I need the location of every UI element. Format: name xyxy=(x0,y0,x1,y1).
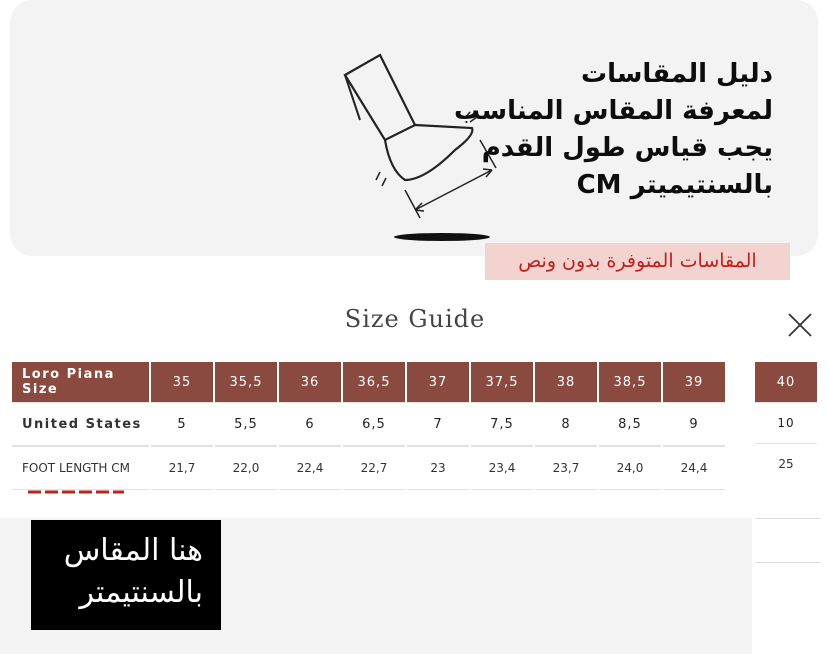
us-size-cell: 5,5 xyxy=(215,402,277,446)
foot-length-cell: 22,0 xyxy=(215,446,277,490)
foot-length-cell: 24,4 xyxy=(663,446,725,490)
size-cell: 36 xyxy=(279,362,341,402)
foot-length-cell: 21,7 xyxy=(151,446,213,490)
us-size-cell: 7,5 xyxy=(471,402,533,446)
size-cell: 38,5 xyxy=(599,362,661,402)
us-size-cell: 8 xyxy=(535,402,597,446)
available-sizes-note: المقاسات المتوفرة بدون ونص xyxy=(485,243,790,280)
size-guide-title: Size Guide xyxy=(344,305,486,333)
annotation-line: بالسنتيمتر xyxy=(79,575,203,610)
row-label-brand-size: Loro Piana Size xyxy=(12,362,149,402)
size-cell: 37 xyxy=(407,362,469,402)
us-size-cell: 10 xyxy=(755,402,817,444)
foot-length-cell: 25 xyxy=(778,457,794,471)
foot-length-cell: 22,4 xyxy=(279,446,341,490)
instruction-line: دليل المقاسات xyxy=(580,59,773,89)
size-cell: 35 xyxy=(151,362,213,402)
foot-length-cell: 24,0 xyxy=(599,446,661,490)
us-size-cell: 7 xyxy=(407,402,469,446)
annotation-line: هنا المقاس xyxy=(63,533,203,568)
instruction-line: لمعرفة المقاس المناسب xyxy=(454,96,773,126)
annotation-label xyxy=(31,520,221,630)
size-cell: 40 xyxy=(755,362,817,402)
table-row xyxy=(12,362,725,402)
foot-length-cell: 22,7 xyxy=(343,446,405,490)
size-cell: 38 xyxy=(535,362,597,402)
size-cell: 36,5 xyxy=(343,362,405,402)
size-cell: 35,5 xyxy=(215,362,277,402)
us-size-cell: 6,5 xyxy=(343,402,405,446)
instruction-line: بالسنتيميتر CM xyxy=(576,170,773,200)
instruction-line: يجب قياس طول القدم xyxy=(481,133,773,163)
close-icon[interactable] xyxy=(785,310,815,340)
foot-length-cell: 23,4 xyxy=(471,446,533,490)
size-column-40 xyxy=(755,362,817,484)
us-size-cell: 5 xyxy=(151,402,213,446)
row-label-foot-length: FOOT LENGTH CM xyxy=(12,446,149,490)
foot-length-cell: 23 xyxy=(407,446,469,490)
measuring-instructions xyxy=(453,56,773,204)
us-size-cell: 8,5 xyxy=(599,402,661,446)
size-cell: 37,5 xyxy=(471,362,533,402)
size-guide-table xyxy=(10,362,727,490)
table-row xyxy=(12,402,725,446)
foot-length-cell: 23,7 xyxy=(535,446,597,490)
divider xyxy=(755,562,821,563)
us-size-cell: 6 xyxy=(279,402,341,446)
us-size-cell: 9 xyxy=(663,402,725,446)
row-label-us: United States xyxy=(12,402,149,446)
divider xyxy=(755,518,821,519)
dash-underline xyxy=(28,490,124,494)
size-cell: 39 xyxy=(663,362,725,402)
table-row xyxy=(12,446,725,490)
